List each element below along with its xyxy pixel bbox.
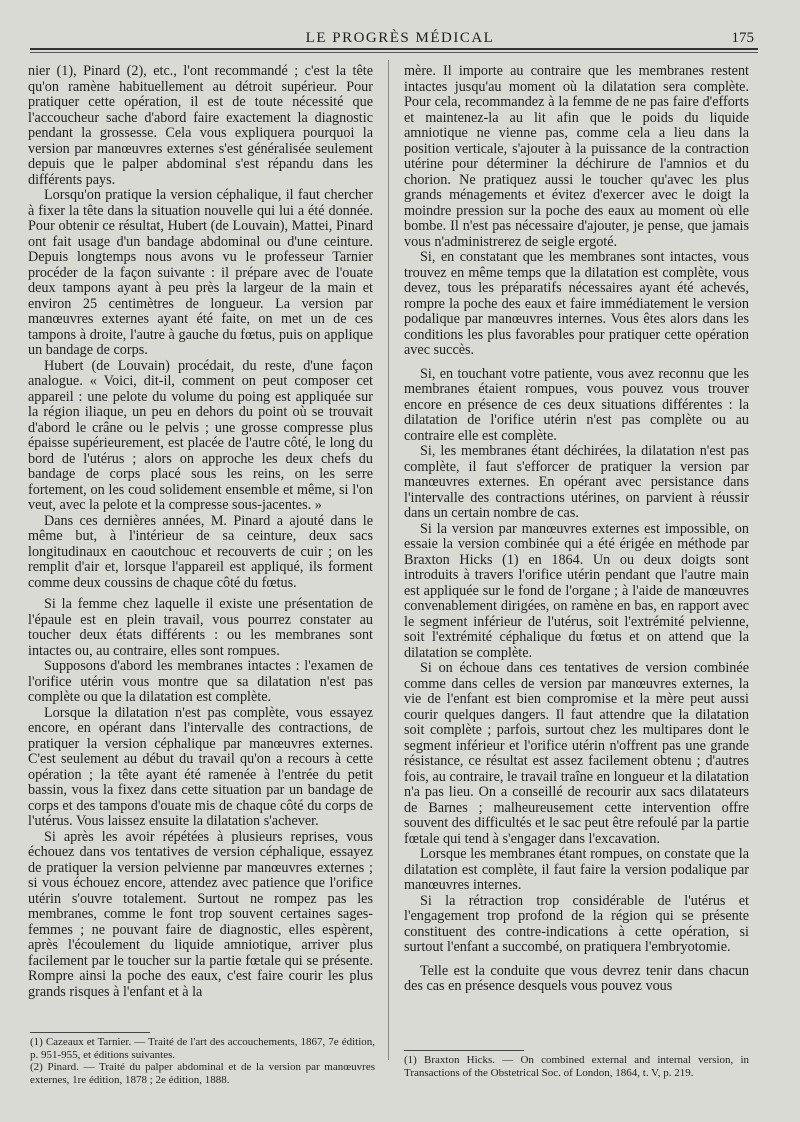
paragraph: Lorsque la dilatation n'est pas complète, vous essayez encore, en opérant dans l'intervalle des contractions, de pratiquer la version céphalique par manœuvres externes. C'est seulement au début du travail qu'on a recours à cette opération ; la tête ayant été ramenée à l'entrée du petit bassin, vous la fixez dans cette situation par un bandage de corps et des tampons d'ouate mis de chaque côté du corps de l'utérus. Vous laissez ensuite la dilatation s'achever. [28,704,373,829]
footnote: (1) Braxton Hicks. — On combined external and internal version, in Transactions of the Obstetrical Soc. of London, 1864, t. V, p. 219. [404,1054,749,1079]
paragraph: nier (1), Pinard (2), etc., l'ont recommandé ; c'est la tête qu'on ramène habituellement au détroit supérieur. Pour pratiquer cette opération, il est de toute nécessité que l'accoucheur sache d'abord faire exactement la diagnostic pendant la grossesse. Cela vous expliquera pourquoi la version par manœuvres externes s'est généralisée seulement depuis que le palper abdominal s'est répandu dans les différents pays. [28,63,373,188]
paragraph: Si la version par manœuvres externes est impossible, on essaie la version combinée qui a été érigée en méthode par Braxton Hicks (1) en 1864. Un ou deux doigts sont introduits à travers l'orifice utérin pendant que l'autre main est appliquée sur le fond de l'organe ; à l'aide de manœuvres convenablement dirigées, on ramène en bas, en rapport avec le segment inférieur de l'utérus, soit l'extrémité pelvienne, soit l'extrémité céphalique du fœtus et on attend que la dilatation se complète. [404,520,749,661]
paragraph: Si, en constatant que les membranes sont intactes, vous trouvez en même temps que la dilatation est complète, vous devez, tous les préparatifs nécessaires ayant été achevés, rompre la poche des eaux et faire immédiatement le version podalique par manœuvres internes. Vous êtes alors dans les conditions les plus favorables pour pratiquer cette opération avec succès. [404,249,749,358]
page-header [0,26,800,50]
right-column [404,64,749,995]
paragraph: Dans ces dernières années, M. Pinard a ajouté dans le même but, à l'intérieur de sa ceinture, deux sacs longitudinaux en caoutchouc et recouverts de cuir ; on les remplit d'air et, lorsque l'appareil est appliqué, ils forment comme deux coussins de chaque côté du fœtus. [28,512,373,591]
paragraph: Lorsqu'on pratique la version céphalique, il faut chercher à fixer la tête dans la situation nouvelle qui lui a été donnée. Pour obtenir ce résultat, Hubert (de Louvain), Mattei, Pinard ont fait usage d'un bandage abdominal ou d'une ceinture. Depuis longtemps nous avons vu le professeur Tarnier procéder de la façon suivante : il prépare avec de l'ouate deux tampons ayant à peu près la largeur de la main et environ 25 centimètres de longueur. La version par manœuvres externes ayant été faite, on met un de ces tampons à droite, l'autre à gauche du fœtus, puis on applique un bandage de corps. [28,187,373,358]
footnote-rule [404,1050,524,1051]
paragraph: Si, les membranes étant déchirées, la dilatation n'est pas complète, il faut s'efforcer de pratiquer la version par manœuvres externes. En opérant avec persistance dans l'intervalle des contractions utérines, on parvient à réussir dans un certain nombre de cas. [404,443,749,521]
paragraph: Si après les avoir répétées à plusieurs reprises, vous échouez dans vos tentatives de version céphalique, essayez de pratiquer la version pelvienne par manœuvres externes ; si vous échouez encore, attendez avec patience que l'orifice utérin s'ouvre totalement. Surtout ne rompez pas les membranes, comme le font trop souvent certaines sages-femmes ; ne pouvant faire de diagnostic, elles espèrent, après l'écoulement du liquide amniotique, arriver plus facilement par le toucher sur la partie fœtale qui se présente. Rompre ainsi la poche des eaux, c'est faire courir les plus grands risques à l'enfant et à la [28,828,373,1000]
paragraph: Hubert (de Louvain) procédait, du reste, d'une façon analogue. « Voici, dit-il, comment on peut composer cet appareil : une pelote du volume du poing est appliquée sur la région iliaque, un peu en dehors du point où se trouvait d'abord le crâne ou le pelvis ; une grosse compresse plus épaisse supérieurement, est placée de l'autre côté, le long du bord de l'utérus ; alors on approche les deux chefs du bandage de corps placé sous les reins, on les serre fortement, on les coud solidement ensemble et même, si l'on veut, avec la pelote et la compresse sous-jacentes. » [28,357,373,513]
page-number: 175 [731,30,754,46]
paragraph: Supposons d'abord les membranes intactes : l'examen de l'orifice utérin vous montre que sa dilatation n'est pas complète ou que la dilatation est complète. [28,658,373,705]
footnote-rule [30,1032,150,1033]
column-divider [388,60,389,1060]
paragraph: Si la femme chez laquelle il existe une présentation de l'épaule est en plein travail, vous pourrez constater au toucher deux états différents : ou les membranes sont intactes ou, au contraire, elles sont rompues. [28,596,373,659]
footnote: (2) Pinard. — Traité du palper abdominal et de la version par manœuvres externes, 1re édition, 1878 ; 2e édition, 1888. [30,1061,375,1086]
journal-title: LE PROGRÈS MÉDICAL [305,30,495,46]
header-rule [30,48,758,53]
paragraph: mère. Il importe au contraire que les membranes restent intactes jusqu'au moment où la dilatation sera complète. Pour cela, recommandez à la femme de ne pas faire d'efforts et maintenez-la au lit afin que le poids du liquide amniotique ne vienne pas, comme cela a lieu dans la position verticale, s'ajouter à la puissance de la contraction utérine pour déterminer la déchirure de l'amnios et du chorion. Ne pratiquez aussi le toucher qu'avec les plus grands ménagements et évitez d'exercer avec le doigt la moindre pression sur la poche des eaux au moment où elle bombe. Il n'est pas nécessaire d'ajouter, je pense, que jamais vous n'administrerez de seigle ergoté. [404,63,749,250]
paragraph: Telle est la conduite que vous devrez tenir dans chacun des cas en présence desquels vous pouvez vous [404,962,749,994]
paragraph: Si, en touchant votre patiente, vous avez reconnu que les membranes étaient rompues, vous pouvez vous trouver encore en présence de ces deux situations différentes : la dilatation de l'orifice utérin n'est pas complète ou au contraire elle est complète. [404,365,749,444]
paragraph: Si on échoue dans ces tentatives de version combinée comme dans celles de version par manœuvres externes, la vie de l'enfant est bien compromise et la mère peut aussi courir quelques dangers. Il faut attendre que la dilatation soit complète ; parfois, surtout chez les multipares dont le segment inférieur et l'orifice utérin n'offrent pas une grande résistance, ce résultat est assez facilement obtenu ; d'autres fois, au contraire, le travail traîne en longueur et la dilatation n'a pas lieu. On a conseillé de recourir aux sacs dilatateurs de Barnes ; malheureusement cette intervention offre souvent des difficultés et le sac peut être refoulé par la partie fœtale qui tend à s'engager dans l'excavation. [404,660,749,847]
paragraph: Lorsque les membranes étant rompues, on constate que la dilatation est complète, il faut faire la version podalique par manœuvres internes. [404,846,749,893]
paragraph: Si la rétraction trop considérable de l'utérus et l'engagement trop profond de la région qui se présente constituent des contre-indications à cette opération, si surtout l'enfant a succombé, on pratiquera l'embryotomie. [404,892,749,955]
left-column [28,64,373,1000]
left-footnotes [30,1036,375,1086]
right-footnotes [404,1054,749,1079]
footnote: (1) Cazeaux et Tarnier. — Traité de l'art des accouchements, 1867, 7e édition, p. 951-955, et éditions suivantes. [30,1036,375,1061]
